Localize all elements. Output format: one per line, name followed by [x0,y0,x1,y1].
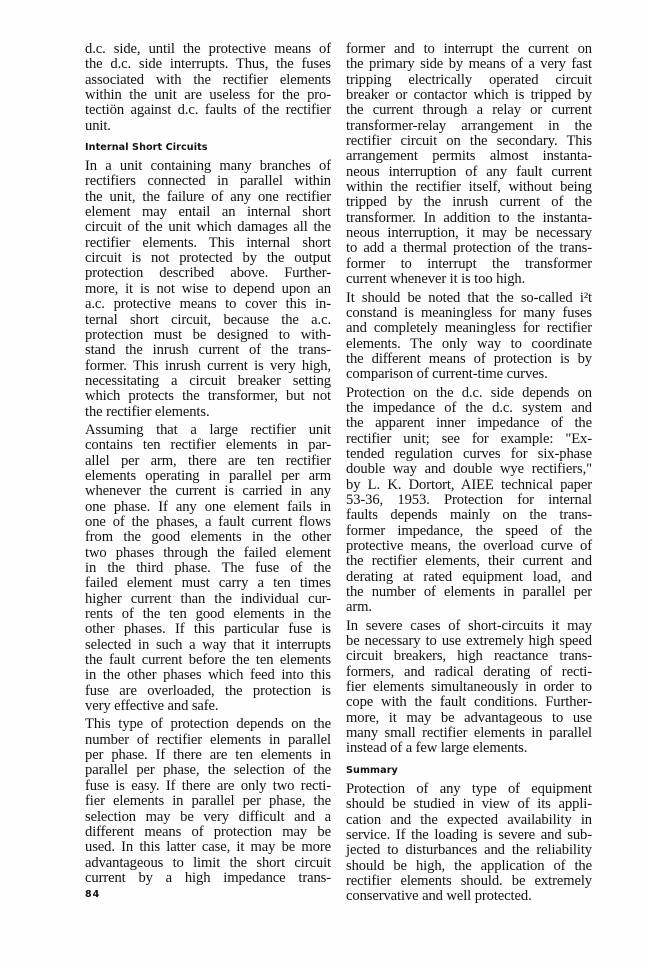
text-line: the d.c. side interrupts. Thus, the fuses [85,56,331,73]
text-line: necessitating a circuit breaker setting [85,372,331,389]
text-line: in the other phases which feed into this [85,667,331,684]
text-line: tripped by the inrush current of the [346,194,592,211]
text-line: allel per arm, there are ten rectifier [85,452,331,469]
paragraph [85,159,331,420]
text-line: cation and the expected availability in [346,811,592,828]
text-line: the number of elements in parallel per [346,584,592,601]
text-line: former and to interrupt the current on [346,41,592,57]
text-line: failed element must carry a ten times [85,575,331,592]
text-line: rents of the ten good elements in the [85,606,331,623]
text-line: the rectifier elements. [85,403,210,420]
text-line: faults depends mainly on the trans- [346,507,592,524]
text-line: be necessary to use extremely high speed [346,633,592,650]
text-line: arrangement permits almost instanta- [346,148,592,165]
text-line: In severe cases of short-circuits it may [346,617,592,634]
text-line: In a unit containing many branches of [85,158,331,175]
text-line: the impedance of the d.c. system and [346,399,592,416]
text-line: double way and double wye rectifiers," [346,461,592,478]
page-number: 84 [85,889,101,901]
text-line: many small rectifier elements in parallel [346,725,592,742]
text-line: associated with the rectifier elements [85,71,331,88]
text-line: It should be noted that the so-called i²t [346,289,592,306]
text-line: the primary side by means of a very fast [346,56,592,73]
text-line: former to interrupt the transformer [346,255,592,272]
text-line: transformer-relay arrangement in the [346,117,592,134]
paragraph [85,717,331,886]
text-line: within the rectifier itself, without being [346,179,592,196]
text-line: in the third phase. The fuse of the [85,560,331,576]
text-line: stand the inrush current of the trans- [85,342,331,359]
text-line: parallel per phase, the selection of the [85,762,331,779]
text-line: circuit is not protected by the output [85,250,331,267]
text-line: tended regulation curves for six-phase [346,445,592,462]
text-line: protective means, the overload curve of [346,538,592,554]
text-line: rectifier unit; see for example: "Ex- [346,430,592,447]
text-line: former impedance, the speed of the [346,522,592,539]
text-line: the current through a relay or current [346,102,592,119]
text-line: the rectifier elements, their current and [346,553,592,570]
text-line: used. In this latter case, it may be more [85,839,331,856]
text-line: 53-36, 1953. Protection for internal [346,491,592,508]
text-line: the apparent inner impedance of the [346,415,592,432]
text-line: within the unit are useless for the pro- [85,87,331,104]
text-line: tripping electrically operated circuit [346,71,592,88]
text-line: formers, and radical derating of recti- [346,663,592,680]
text-line: service. If the loading is severe and sub- [346,826,592,843]
text-line: transformer. In addition to the instanta- [346,209,592,226]
text-line: to add a thermal protection of the trans- [346,240,592,257]
section-heading: Internal Short Circuits [85,142,208,154]
paragraph [346,782,592,905]
text-line: more, it is not wise to depend upon an [85,280,331,297]
paragraph [346,386,592,616]
text-line: rectifier circuit on the secondary. This [346,133,592,150]
left-column [85,42,331,901]
text-line: circuit breakers, high reactance trans- [346,648,592,665]
text-line: two phases through the failed element [85,544,331,561]
text-line: comparison of current-time curves. [346,366,548,383]
right-column [346,42,592,908]
text-line: arm. [346,599,372,616]
text-line: per phase. If there are ten elements in [85,747,331,764]
text-line: neous interruption of any fault current [346,163,592,180]
paragraph [85,42,331,134]
text-line: other phases. If this particular fuse is [85,621,331,638]
text-line: advantageous to limit the short circuit [85,854,331,871]
text-line: a.c. protective means to cover this in- [85,296,331,313]
text-line: element may entail an internal short [85,204,331,221]
text-line: cope with the fault conditions. Further- [346,694,592,711]
paragraph [346,619,592,757]
text-line: which protects the transformer, but not [85,388,331,405]
text-line: conservative and well protected. [346,888,532,905]
text-line: number of rectifier elements in parallel [85,731,331,748]
text-line: should be studied in view of its appli- [346,796,592,813]
text-line: fuse are overloaded, the protection is [85,682,331,699]
text-line: one phase. If any one element fails in [85,498,331,515]
text-line: fier elements in parallel per phase, the [85,793,331,810]
text-line: and completely meaningless for rectifier [346,320,592,337]
text-line: should be high, the application of the [346,857,592,874]
text-line: the different means of protection is by [346,350,592,367]
text-line: This type of protection depends on the [85,716,331,733]
text-line: unit. [85,117,111,134]
text-line: whenever the current is carried in any [85,483,331,500]
text-line: former. This inrush current is very high, [85,357,331,374]
text-line: rectifiers connected in parallel within [85,173,331,190]
text-line: Protection on the d.c. side depends on [346,384,592,401]
text-line: current by a high impedance trans- [85,869,331,886]
text-line: rectifier elements should. be extremely [346,872,592,889]
text-line: jected to disturbances and the reliability [346,842,592,859]
text-line: fuse is easy. If there are only two recti- [85,777,331,794]
text-line: selected in such a way that it interrupts [85,636,331,653]
text-line: tectiön against d.c. faults of the rectifier [85,102,331,119]
text-line: protection must be designed to with- [85,326,331,343]
text-line: current whenever it is too high. [346,271,526,288]
text-line: elements. The only way to coordinate [346,335,592,352]
text-line: very effective and safe. [85,698,219,715]
text-line: more, it may be advantageous to use [346,709,592,726]
text-line: the fault current before the ten elements [85,652,331,669]
text-line: Assuming that a large rectifier unit [85,421,331,438]
text-line: neous interruption, it may be necessary [346,225,592,242]
text-line: one of the phases, a fault current flows [85,513,331,530]
text-line: constand is meaningless for many fuses [346,304,592,321]
paragraph [346,42,592,288]
text-line: ternal short circuit, because the a.c. [85,311,331,328]
text-line: rectifier elements. This internal short [85,234,331,251]
text-line: circuit of the unit which damages all the [85,219,331,236]
paragraph [346,291,592,383]
paragraph [85,423,331,715]
text-line: fier elements simultaneously in order to [346,679,592,696]
text-line: d.c. side, until the protective means of [85,41,331,57]
text-line: breaker or contactor which is tripped by [346,87,592,104]
text-line: from the good elements in the other [85,529,331,546]
text-line: derating at rated equipment load, and [346,568,592,585]
section-heading: Summary [346,764,398,776]
text-line: the unit, the failure of any one rectifier [85,188,331,205]
text-line: different means of protection may be [85,823,331,840]
text-line: by L. K. Dortort, AIEE technical paper [346,476,592,493]
text-line: contains ten rectifier elements in par- [85,437,331,454]
text-line: selection may be very difficult and a [85,808,331,825]
text-line: Protection of any type of equipment [346,780,592,797]
text-line: protection described above. Further- [85,265,331,282]
text-line: elements operating in parallel per arm [85,467,331,484]
text-line: instead of a few large elements. [346,740,528,757]
text-line: higher current than the individual cur- [85,590,331,607]
